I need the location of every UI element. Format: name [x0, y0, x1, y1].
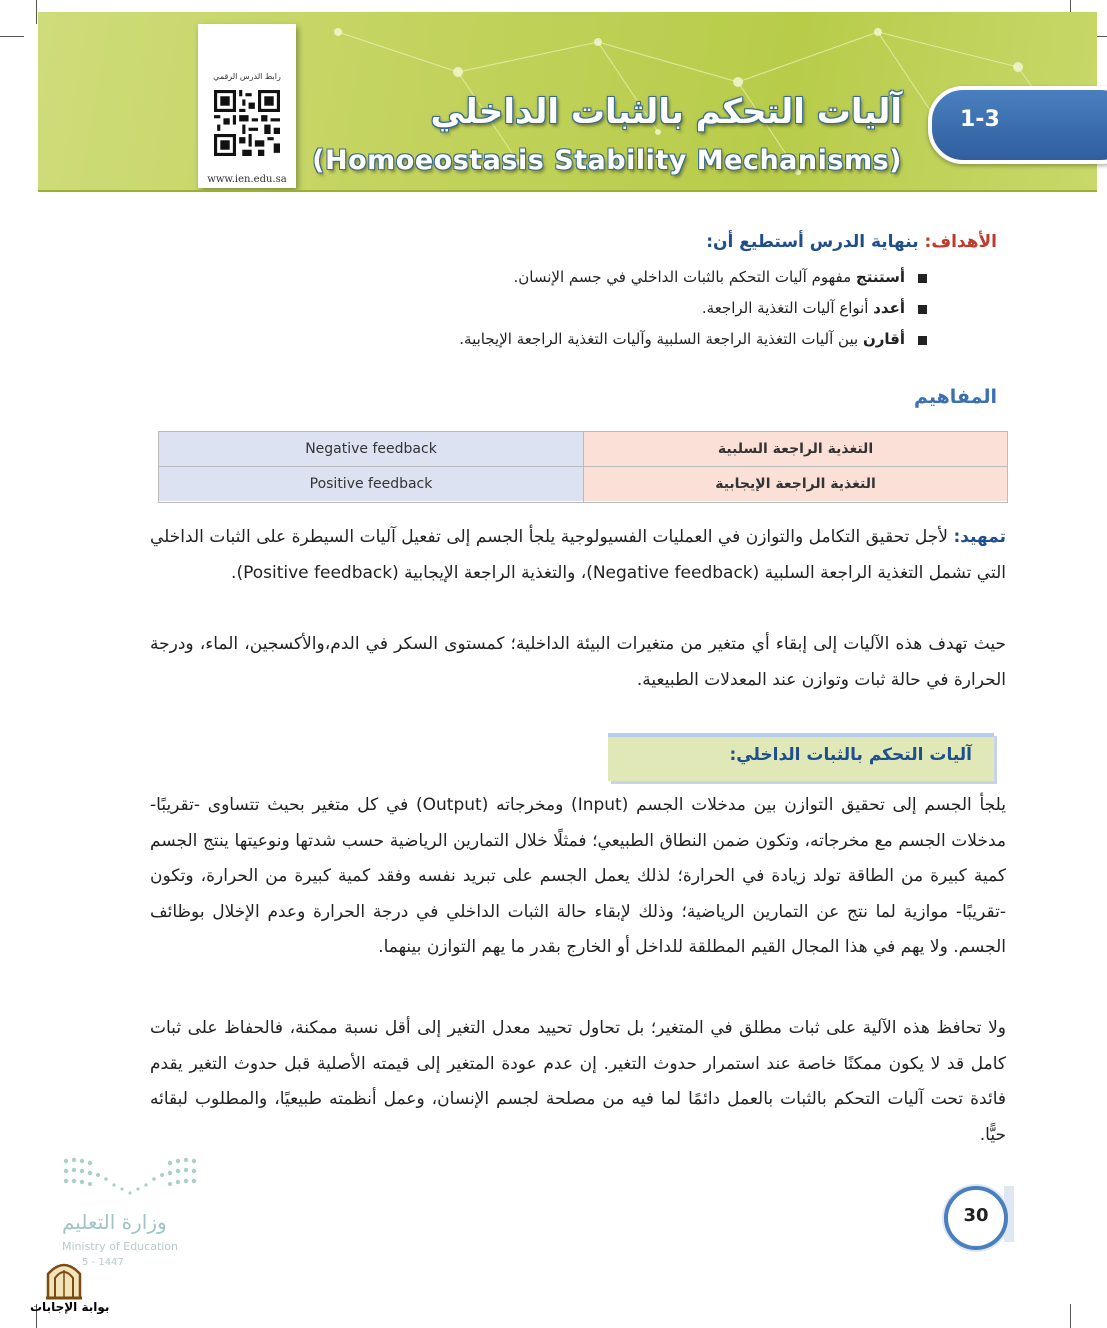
section-paragraph-2: ولا تحافظ هذه الآلية على ثبات مطلق في المتغير؛ بل تحاول تحييد معدل التغير إلى أقل نسبة ممكنة، فالحفاظ على ثبات كامل قد لا يكون ممكنًا خاصة عند استمرار حدوث التغير. إن عدم عودة المتغير إلى قيمته الأصلية قبل حدوث التغير يقدم فائدة تحت آليات التحكم بالثبات بالعمل دائمًا لما فيه من مصلحة لجسم الإنسان، وعمل أنظمته طبيعيًا، والمطلوب لبقائه حيًّا. [150, 1018, 1006, 1145]
objective-text: أنواع آليات التغذية الراجعة. [701, 299, 874, 317]
table-divider [583, 432, 584, 502]
section-heading: آليات التحكم بالثبات الداخلي: [729, 745, 972, 765]
objectives-intro: بنهاية الدرس أستطيع أن: [706, 232, 919, 252]
gate-watermark-icon [44, 1256, 84, 1300]
objective-verb: أستنتج [855, 268, 905, 286]
lesson-title-ar: آليات التحكم بالثبات الداخلي [430, 92, 902, 132]
concept-ar: التغذية الراجعة السلبية [584, 432, 1007, 466]
lesson-title-en: (Homoeostasis Stability Mechanisms) [312, 145, 902, 176]
objective-item [459, 324, 927, 355]
concept-en: Positive feedback [159, 467, 583, 501]
lesson-number: 1-3 [960, 107, 1000, 132]
concepts-table [158, 431, 1008, 503]
intro-paragraph [150, 520, 1006, 591]
page-number: 30 [963, 1205, 989, 1226]
qr-caption: رابط الدرس الرقمي [213, 72, 281, 81]
qr-code-icon[interactable] [214, 90, 280, 156]
objective-text: مفهوم آليات التحكم بالثبات الداخلي في جسم الإنسان. [513, 268, 856, 286]
intro-lead: تمهيد: [953, 527, 1006, 547]
ministry-logo-icon [62, 1155, 198, 1201]
objective-verb: أعدد [873, 299, 905, 317]
crop-mark [36, 0, 37, 24]
objective-item [459, 262, 927, 293]
qr-url[interactable]: www.ien.edu.sa [207, 174, 287, 185]
ministry-name-ar: وزارة التعليم [62, 1210, 167, 1234]
concepts-title: المفاهيم [913, 386, 997, 408]
concept-ar: التغذية الراجعة الإيجابية [584, 467, 1007, 501]
objectives-label: الأهداف: [924, 232, 997, 252]
ministry-year: 5 - 1447 [82, 1257, 124, 1268]
watermark-label: بوابة الإجابات [30, 1300, 110, 1314]
ministry-name-en: Ministry of Education [62, 1240, 179, 1253]
objective-item [459, 293, 927, 324]
qr-card[interactable] [198, 24, 296, 188]
objectives-heading [706, 232, 997, 252]
concept-en: Negative feedback [159, 432, 583, 466]
section-heading-box [608, 733, 994, 781]
intro-text: لأجل تحقيق التكامل والتوازن في العمليات الفسيولوجية يلجأ الجسم إلى تفعيل آليات السيطرة على الثبات الداخلي التي تشمل التغذية الراجعة السلبية (Negative feedback)، والتغذية الراجعة الإيجابية (Positive feedback). [150, 527, 1006, 583]
objectives-list [459, 262, 927, 355]
crop-mark [1070, 1304, 1071, 1328]
objective-verb: أقارن [862, 330, 905, 348]
objective-text: بين آليات التغذية الراجعة السلبية وآليات التغذية الراجعة الإيجابية. [459, 330, 863, 348]
intro-paragraph-2: حيث تهدف هذه الآليات إلى إبقاء أي متغير من متغيرات البيئة الداخلية؛ كمستوى السكر في الدم،والأكسجين، الماء، ودرجة الحرارة في حالة ثبات وتوازن عند المعدلات الطبيعية. [150, 634, 1006, 690]
lesson-number-badge [928, 86, 1107, 164]
crop-mark [0, 36, 24, 37]
page-number-badge [944, 1186, 1008, 1250]
section-paragraph: يلجأ الجسم إلى تحقيق التوازن بين مدخلات الجسم (Input) ومخرجاته (Output) في كل متغير بحيث تتساوى -تقريبًا- مدخلات الجسم مع مخرجاته، وتكون ضمن النطاق الطبيعي؛ فمثلًا خلال التمارين الرياضية حسب شدتها ونوعيتها ينتج الجسم كمية كبيرة من الطاقة تولد زيادة في الحرارة؛ لذلك يعمل الجسم على تبريد نفسه وفقد كمية كبيرة من الحرارة، وتكون -تقريبًا- موازية لما نتج عن التمارين الرياضية؛ وذلك لإبقاء حالة الثبات الداخلي في درجة الحرارة وعدم الإخلال بوظائف الجسم. ولا يهم في هذا المجال القيم المطلقة للداخل أو الخارج بقدر ما يهم التوازن بينهما. [150, 795, 1006, 957]
